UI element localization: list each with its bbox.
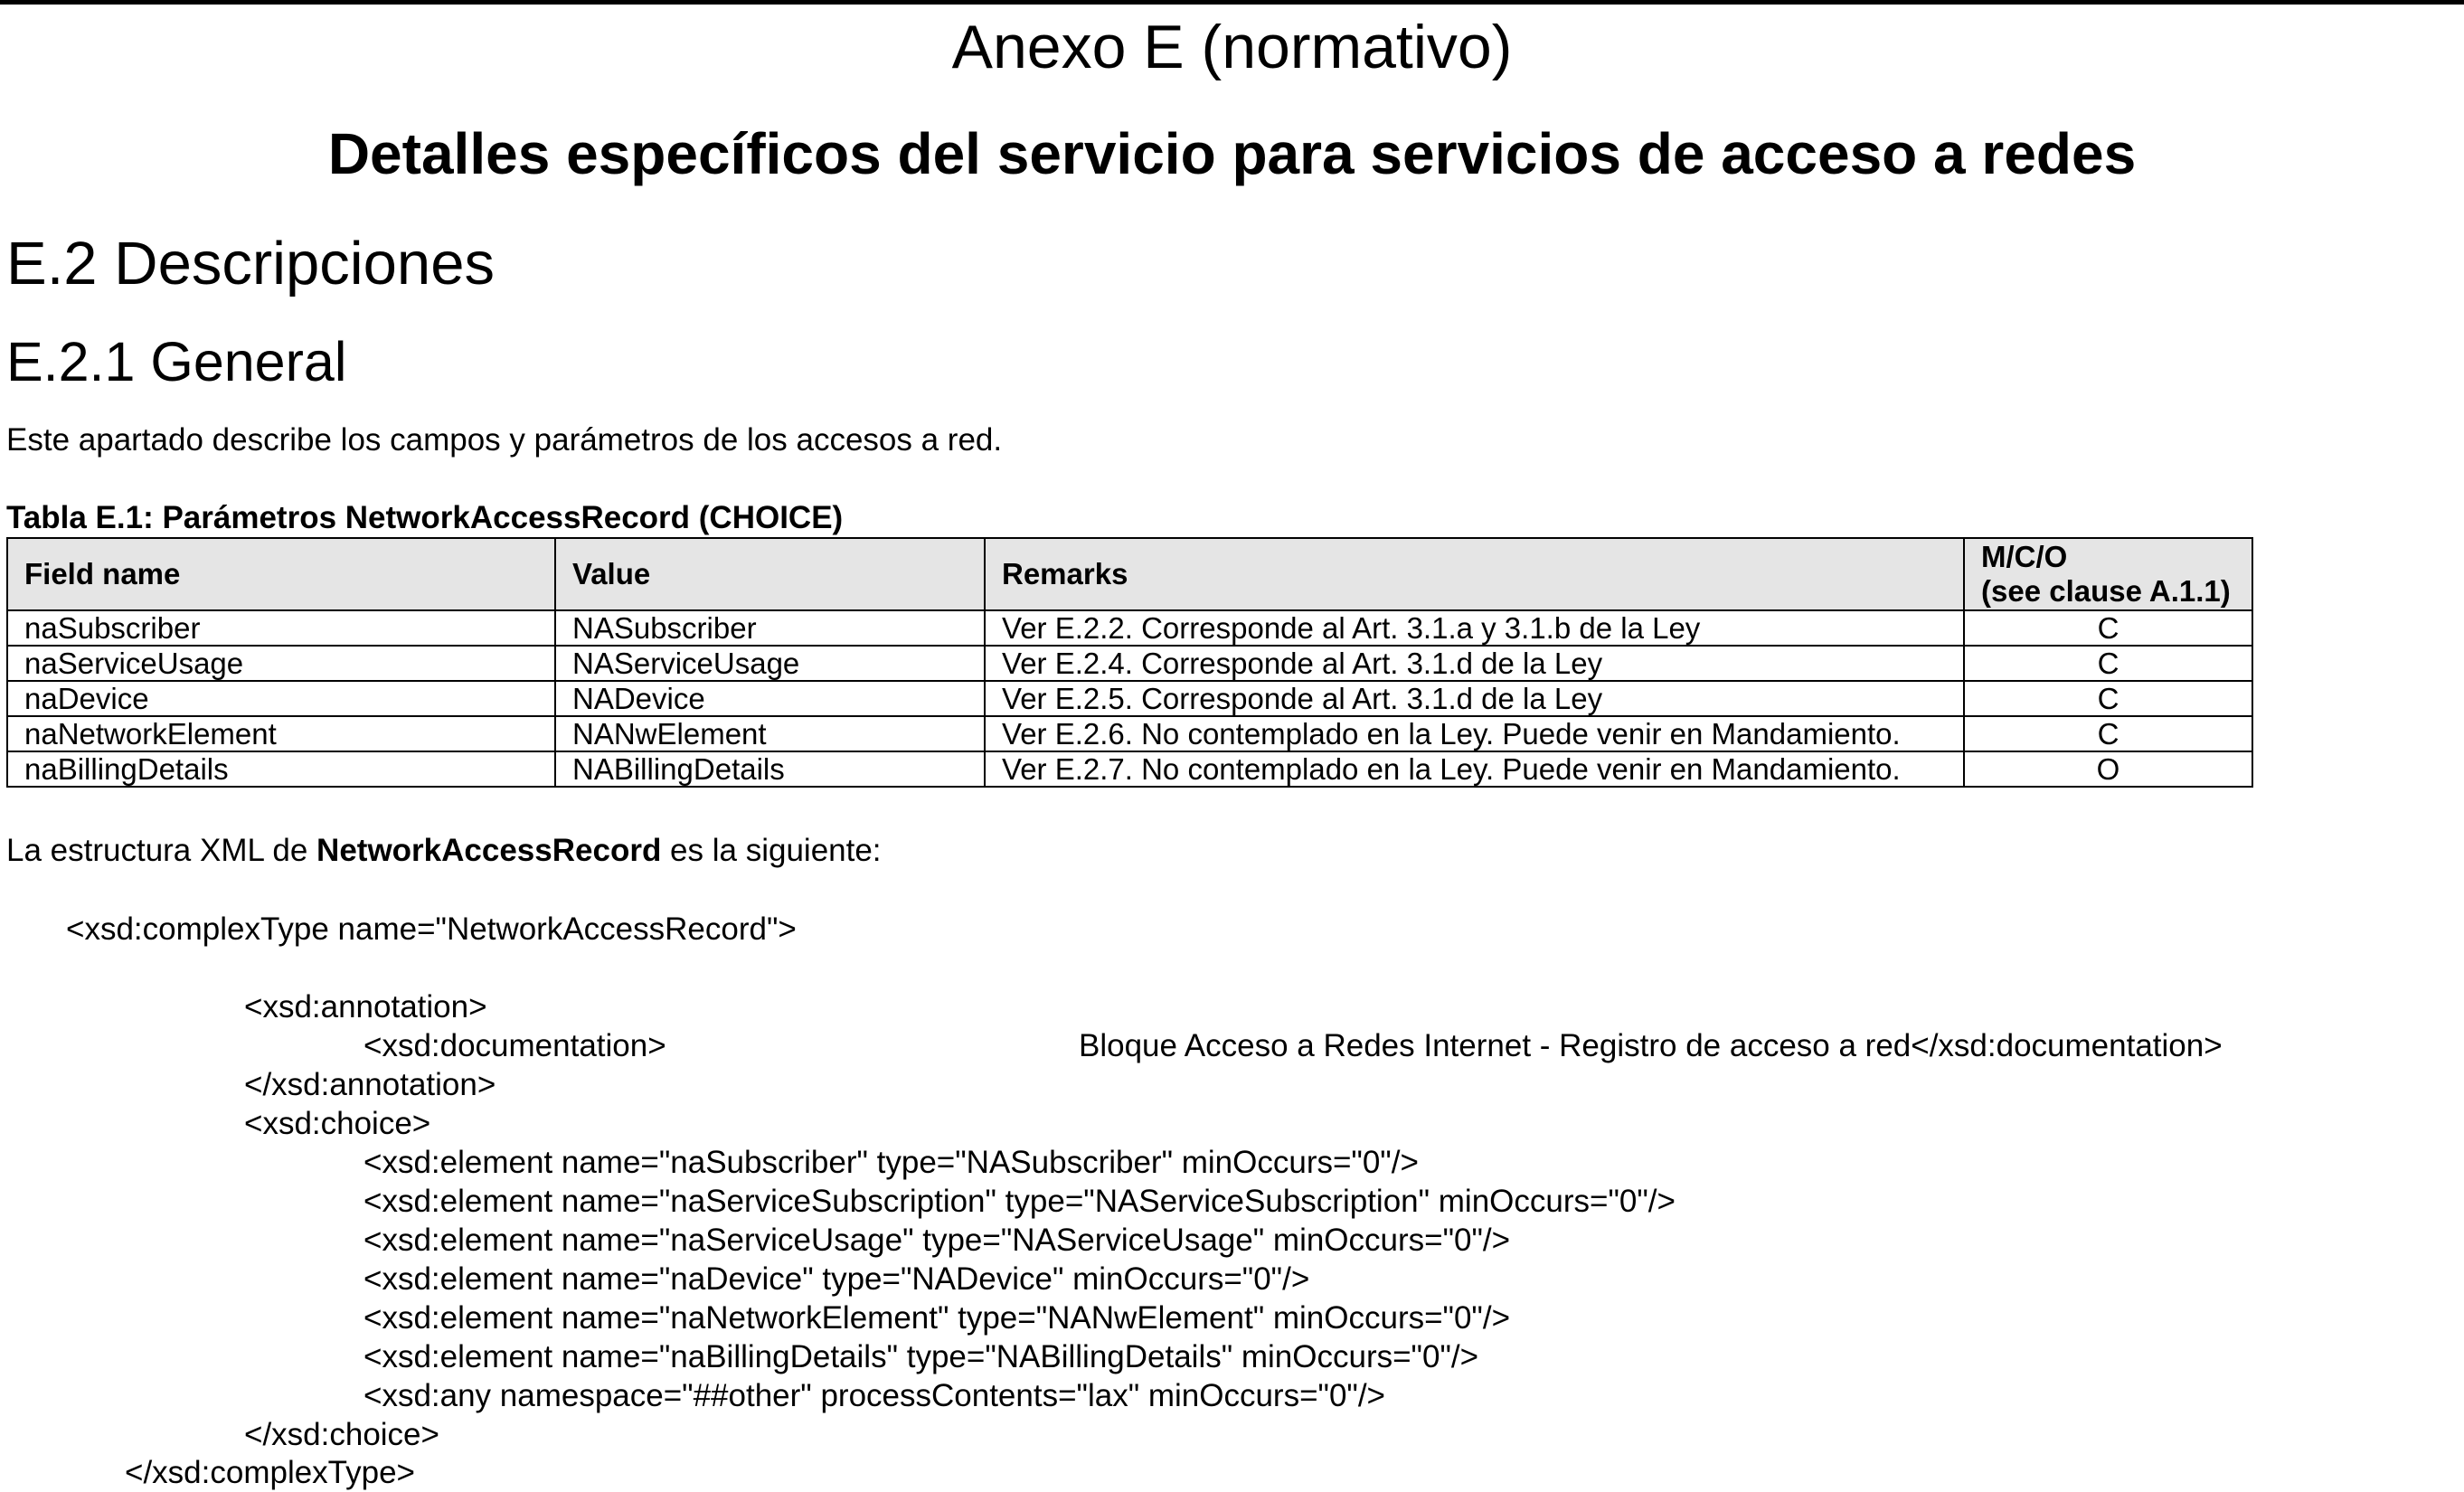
table-row (7, 646, 2252, 681)
xml-annotation-close: </xsd:annotation> (244, 1067, 496, 1102)
cell-remarks: Ver E.2.2. Corresponde al Art. 3.1.a y 3.1.b de la Ley (985, 610, 1964, 646)
cell-remarks: Ver E.2.5. Corresponde al Art. 3.1.d de la Ley (985, 681, 1964, 716)
cell-mco: C (1964, 716, 2252, 751)
header-mco-line2: (see clause A.1.1) (1981, 574, 2231, 608)
header-mco (1964, 538, 2252, 610)
xml-any-line: <xsd:any namespace="##other" processContents="lax" minOccurs="0"/> (363, 1378, 1385, 1413)
parameters-table (6, 537, 2253, 788)
table-header-row (7, 538, 2252, 610)
cell-value: NASubscriber (555, 610, 985, 646)
table-row (7, 716, 2252, 751)
xml-element-line: <xsd:element name="naServiceSubscription" type="NAServiceSubscription" minOccurs="0"/> (363, 1184, 1676, 1219)
xml-intro-before: La estructura XML de (6, 833, 317, 868)
table-row (7, 751, 2252, 787)
header-value: Value (555, 538, 985, 610)
xml-choice-open: <xsd:choice> (244, 1106, 431, 1141)
cell-value: NABillingDetails (555, 751, 985, 787)
cell-field: naNetworkElement (7, 716, 555, 751)
xml-documentation-text: Bloque Acceso a Redes Internet - Registro de acceso a red</xsd:documentation> (1079, 1028, 2223, 1063)
annex-title: Anexo E (normativo) (951, 13, 1513, 81)
xml-intro-bold: NetworkAccessRecord (316, 833, 662, 868)
subsection-heading: E.2.1 General (6, 331, 347, 392)
cell-value: NADevice (555, 681, 985, 716)
cell-remarks: Ver E.2.4. Corresponde al Art. 3.1.d de la Ley (985, 646, 1964, 681)
xml-element-line: <xsd:element name="naNetworkElement" type="NANwElement" minOccurs="0"/> (363, 1300, 1511, 1336)
intro-paragraph: Este apartado describe los campos y parámetros de los accesos a red. (6, 422, 1003, 458)
xml-complex-close: </xsd:complexType> (125, 1455, 415, 1490)
top-rule (0, 0, 2464, 5)
xml-annotation-open: <xsd:annotation> (244, 989, 487, 1025)
cell-mco: C (1964, 681, 2252, 716)
table-row (7, 610, 2252, 646)
xml-intro-paragraph (6, 830, 882, 872)
section-heading: E.2 Descripciones (6, 230, 495, 297)
header-remarks: Remarks (985, 538, 1964, 610)
cell-remarks: Ver E.2.7. No contemplado en la Ley. Puede venir en Mandamiento. (985, 751, 1964, 787)
xml-documentation-open: <xsd:documentation> (363, 1028, 666, 1063)
xml-complex-open: <xsd:complexType name="NetworkAccessRecord"> (66, 911, 797, 947)
cell-remarks: Ver E.2.6. No contemplado en la Ley. Puede venir en Mandamiento. (985, 716, 1964, 751)
cell-mco: O (1964, 751, 2252, 787)
cell-mco: C (1964, 610, 2252, 646)
xml-choice-close: </xsd:choice> (244, 1417, 439, 1452)
cell-field: naServiceUsage (7, 646, 555, 681)
annex-subtitle: Detalles específicos del servicio para servicios de acceso a redes (327, 121, 2137, 186)
cell-field: naBillingDetails (7, 751, 555, 787)
cell-value: NANwElement (555, 716, 985, 751)
header-field-name: Field name (7, 538, 555, 610)
xml-element-line: <xsd:element name="naSubscriber" type="NASubscriber" minOccurs="0"/> (363, 1145, 1419, 1180)
cell-value: NAServiceUsage (555, 646, 985, 681)
cell-mco: C (1964, 646, 2252, 681)
xml-element-line: <xsd:element name="naBillingDetails" type="NABillingDetails" minOccurs="0"/> (363, 1339, 1479, 1374)
xml-element-line: <xsd:element name="naServiceUsage" type="NAServiceUsage" minOccurs="0"/> (363, 1223, 1511, 1258)
table-row (7, 681, 2252, 716)
table-caption: Tabla E.1: Parámetros NetworkAccessRecord (CHOICE) (6, 500, 844, 535)
cell-field: naSubscriber (7, 610, 555, 646)
cell-field: naDevice (7, 681, 555, 716)
header-mco-line1: M/C/O (1981, 540, 2068, 573)
xml-intro-after: es la siguiente: (661, 833, 882, 868)
xml-element-line: <xsd:element name="naDevice" type="NADevice" minOccurs="0"/> (363, 1261, 1310, 1297)
